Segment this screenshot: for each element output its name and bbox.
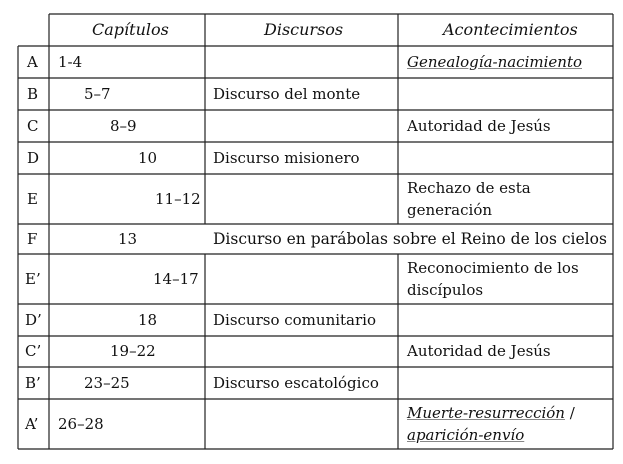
row-letter: C’ — [25, 342, 42, 360]
row-event: Autoridad de Jesús — [407, 117, 551, 135]
row-chapters: 1-4 — [58, 53, 83, 71]
row-letter: A’ — [25, 415, 39, 433]
row-chapters: 19–22 — [110, 342, 156, 360]
row-event: Genealogía-nacimiento — [407, 53, 582, 71]
row-letter: B’ — [25, 374, 41, 392]
row-chapters: 13 — [118, 230, 138, 248]
row-chapters: 14–17 — [153, 270, 199, 288]
event-separator: / — [564, 404, 575, 422]
row-letter: C — [27, 117, 39, 135]
row-letter: D’ — [25, 311, 42, 329]
row-chapters: 26–28 — [58, 415, 104, 433]
event-italic-part-1: Muerte-resurrección — [407, 404, 565, 422]
header-acontecimientos: Acontecimientos — [443, 20, 578, 39]
row-letter: B — [27, 85, 39, 103]
row-letter: E’ — [25, 270, 41, 288]
row-chapters: 5–7 — [84, 85, 111, 103]
row-discourse: Discurso en parábolas sobre el Reino de los cielos — [213, 230, 607, 248]
row-discourse: Discurso comunitario — [213, 311, 376, 329]
header-discursos: Discursos — [264, 20, 344, 39]
row-chapters: 10 — [138, 149, 158, 167]
row-chapters: 11–12 — [155, 190, 201, 208]
row-event — [407, 402, 575, 424]
event-italic-part-2: aparición-envío — [407, 426, 525, 444]
row-discourse: Discurso del monte — [213, 85, 361, 103]
row-letter: D — [27, 149, 40, 167]
row-event: Rechazo de esta generación — [407, 179, 531, 219]
header-capitulos: Capítulos — [92, 20, 169, 39]
row-event: Autoridad de Jesús — [407, 342, 551, 360]
row-chapters: 23–25 — [84, 374, 130, 392]
row-discourse: Discurso escatológico — [213, 374, 379, 392]
row-letter: F — [27, 230, 38, 248]
row-event: Reconocimiento de los discípulos — [407, 259, 579, 299]
row-letter: E — [27, 190, 38, 208]
row-chapters: 8–9 — [110, 117, 137, 135]
row-letter: A — [27, 53, 38, 71]
row-discourse: Discurso misionero — [213, 149, 360, 167]
row-chapters: 18 — [138, 311, 158, 329]
